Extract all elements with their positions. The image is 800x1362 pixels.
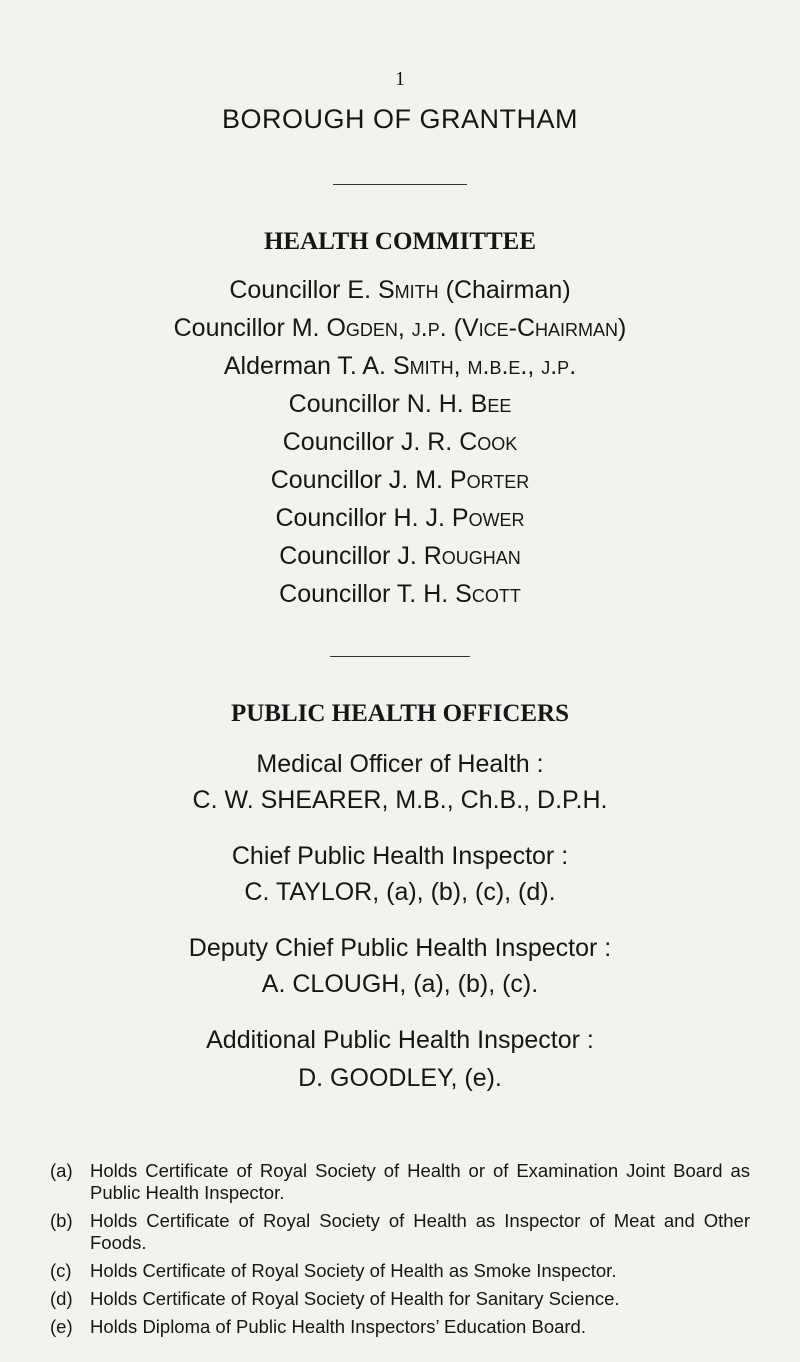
note-text: Holds Certificate of Royal Society of Health as Inspector of Meat and Other Foods. (90, 1210, 750, 1253)
officers-title: PUBLIC HEALTH OFFICERS (230, 700, 570, 727)
officer-name: C. W. SHEARER, M.B., Ch.B., D.P.H. (192, 786, 608, 814)
member-surname: Porter (449, 466, 530, 494)
member-suffix: , j.p. (Vice-Chairman) (397, 314, 627, 342)
committee-member (0, 466, 800, 495)
divider-top (333, 184, 467, 185)
note-item (50, 1210, 750, 1254)
member-surname: Roughan (423, 542, 521, 570)
note-text: Holds Diploma of Public Health Inspectors’ Education Board. (90, 1316, 586, 1337)
member-prefix: Councillor J. R. (282, 428, 460, 456)
member-surname: Scott (455, 580, 521, 608)
divider-middle (330, 656, 470, 657)
officer-role: Additional Public Health Inspector : (206, 1026, 594, 1054)
member-prefix: Councillor T. H. (279, 580, 456, 608)
note-mark: (c) (50, 1260, 72, 1281)
officer-role: Deputy Chief Public Health Inspector : (188, 934, 612, 962)
member-surname: Smith (392, 352, 454, 380)
committee-member (0, 542, 800, 571)
note-mark: (a) (50, 1160, 73, 1181)
committee-member (0, 276, 800, 305)
member-surname: Ogden (326, 314, 398, 342)
committee-member (0, 314, 800, 343)
committee-title: HEALTH COMMITTEE (263, 228, 537, 255)
member-prefix: Councillor M. (173, 314, 327, 342)
member-surname: Cook (459, 428, 518, 456)
page-title: BOROUGH OF GRANTHAM (221, 104, 578, 134)
member-surname: Bee (470, 390, 512, 418)
member-surname: Power (451, 504, 525, 532)
note-item (50, 1260, 750, 1282)
member-suffix: , m.b.e., j.p. (453, 352, 577, 380)
committee-member (0, 580, 800, 609)
committee-member (0, 428, 800, 457)
note-item (50, 1288, 750, 1310)
note-text: Holds Certificate of Royal Society of Health or of Examination Joint Board as Public Health Inspector. (90, 1160, 750, 1203)
qualification-notes (50, 1160, 750, 1344)
member-prefix: Councillor J. M. (270, 466, 450, 494)
note-mark: (b) (50, 1210, 73, 1231)
member-prefix: Councillor N. H. (288, 390, 471, 418)
note-item (50, 1316, 750, 1338)
note-text: Holds Certificate of Royal Society of Health as Smoke Inspector. (90, 1260, 617, 1281)
member-suffix: (Chairman) (438, 276, 571, 304)
member-prefix: Councillor E. (229, 276, 378, 304)
note-mark: (e) (50, 1316, 73, 1337)
officer-role: Medical Officer of Health : (256, 750, 544, 778)
note-text: Holds Certificate of Royal Society of Health for Sanitary Science. (90, 1288, 620, 1309)
officer-name: A. CLOUGH, (a), (b), (c). (261, 970, 539, 998)
member-surname: Smith (378, 276, 439, 304)
officer-role: Chief Public Health Inspector : (231, 842, 569, 870)
note-mark: (d) (50, 1288, 73, 1309)
committee-member (0, 504, 800, 533)
page-number: 1 (395, 68, 405, 90)
member-prefix: Councillor H. J. (275, 504, 452, 532)
member-prefix: Councillor J. (279, 542, 424, 570)
committee-member (0, 352, 800, 381)
committee-member (0, 390, 800, 419)
note-item (50, 1160, 750, 1204)
officer-name: D. GOODLEY, (e). (298, 1064, 502, 1092)
officer-name: C. TAYLOR, (a), (b), (c), (d). (244, 878, 556, 906)
member-prefix: Alderman T. A. (223, 352, 393, 380)
